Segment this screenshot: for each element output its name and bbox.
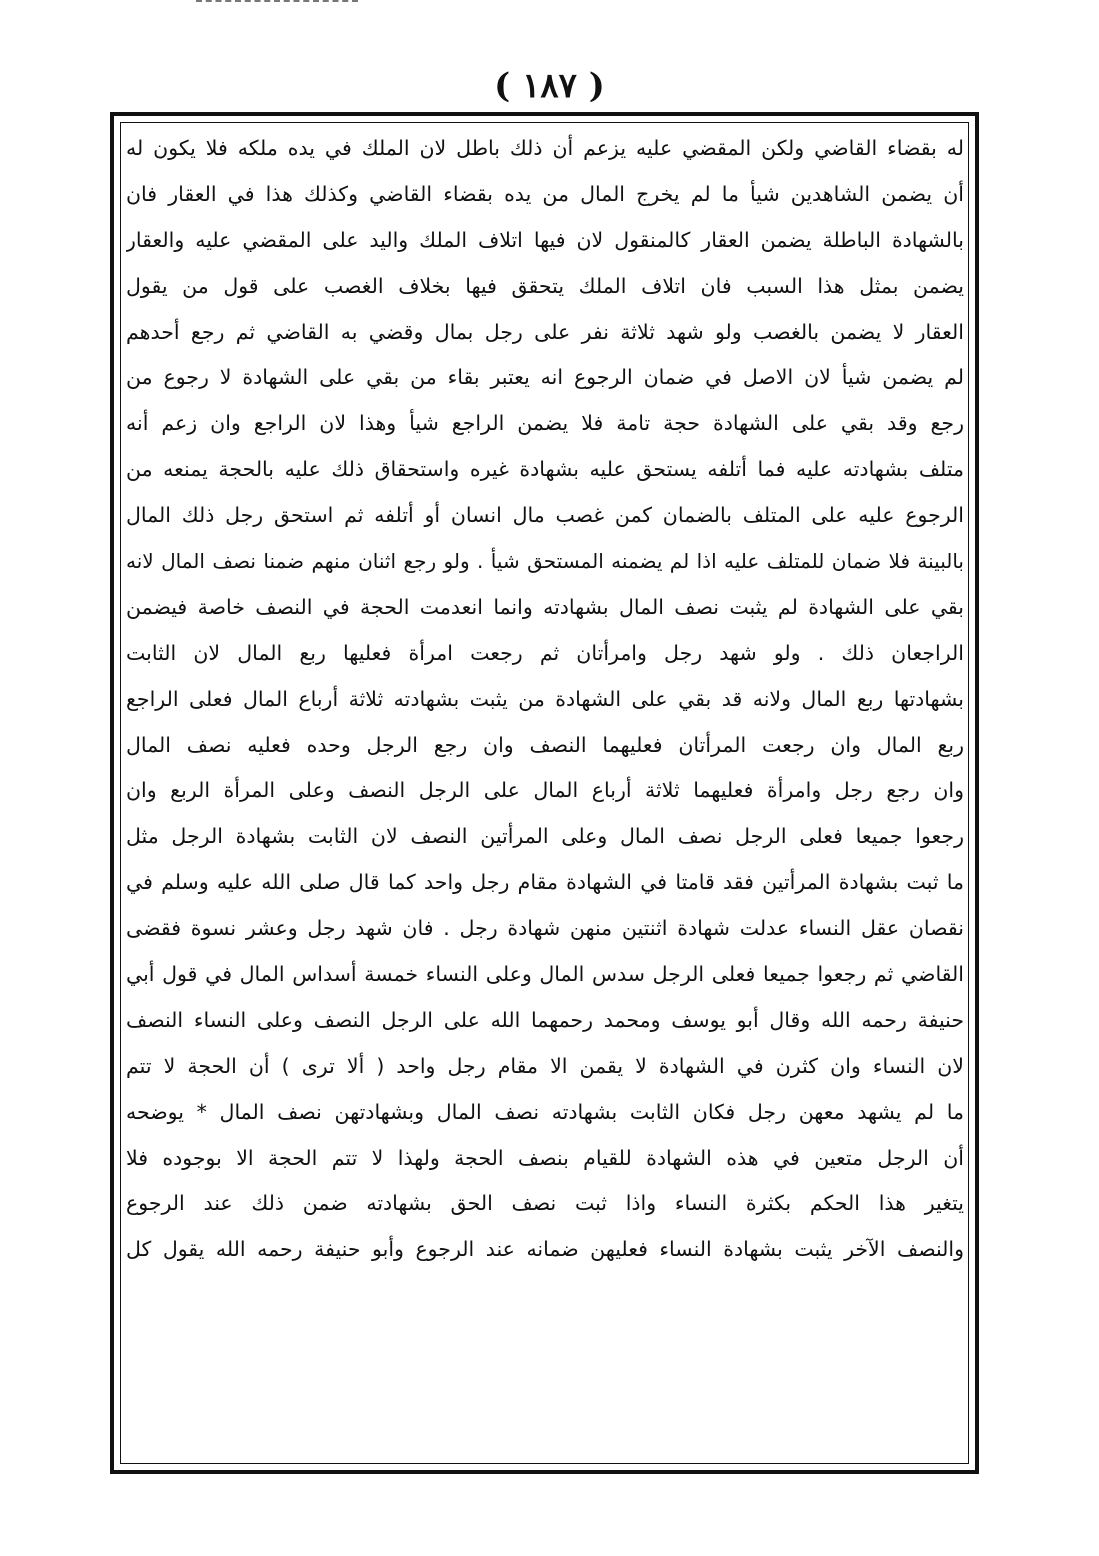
text-line: رجع وقد بقي على الشهادة حجة تامة فلا يضمن الراجع شيأ وهذا لان الراجع وان زعم أنه	[126, 411, 964, 436]
text-line: بالشهادة الباطلة يضمن العقار كالمنقول لان فيها اتلاف الملك واليد على المقضي عليه والعقار	[126, 227, 964, 252]
text-line: وان رجع رجل وامرأة فعليهما ثلاثة أرباع المال على الرجل النصف وعلى المرأة الربع وان	[126, 778, 964, 803]
text-line: الرجوع عليه على المتلف بالضمان كمن غصب مال انسان أو أتلفه ثم استحق رجل ذلك المال	[126, 503, 964, 528]
text-line: يتغير هذا الحكم بكثرة النساء واذا ثبت نصف الحق بشهادته ضمن ذلك عند الرجوع	[126, 1191, 964, 1216]
text-line: بالبينة فلا ضمان للمتلف عليه اذا لم يضمنه المستحق شيأ . ولو رجع اثنان منهم ضمنا نصف المال لانه	[126, 549, 964, 574]
text-line: الراجعان ذلك . ولو شهد رجل وامرأتان ثم رجعت امرأة فعليها ربع المال لان الثابت	[126, 640, 964, 665]
text-line: بشهادتها ربع المال ولانه قد بقي على الشهادة من يثبت بشهادته ثلاثة أرباع المال فعلى الراجع	[126, 686, 964, 711]
text-line: ربع المال وان رجعت المرأتان فعليهما النصف وان رجع الرجل وحده فعليه نصف المال	[126, 732, 964, 757]
text-line: متلف بشهادته عليه فما أتلفه يستحق عليه بشهادة غيره واستحقاق ذلك عليه بالحجة يمنعه من	[126, 457, 964, 482]
text-line: ما لم يشهد معهن رجل فكان الثابت بشهادته نصف المال وبشهادتهن نصف المال * يوضحه	[126, 1099, 964, 1124]
text-line: أن يضمن الشاهدين شيأ ما لم يخرج المال من يده بقضاء القاضي وكذلك هذا في العقار فان	[126, 181, 964, 206]
text-line: لان النساء وان كثرن في الشهادة لا يقمن الا مقام رجل واحد ( ألا ترى ) أن الحجة لا تتم	[126, 1053, 964, 1078]
text-line: والنصف الآخر يثبت بشهادة النساء فعليهن ضمانه عند الرجوع وأبو حنيفة رحمه الله يقول كل	[126, 1237, 964, 1262]
text-line: له بقضاء القاضي ولكن المقضي عليه يزعم أن ذلك باطل لان الملك في يده ملكه فلا يكون له	[126, 136, 964, 160]
text-line: لم يضمن شيأ لان الاصل في ضمان الرجوع انه يعتبر بقاء من بقي على الشهادة لا رجوع من	[126, 365, 964, 390]
text-line: ما ثبت بشهادة المرأتين فقد قامتا في الشهادة مقام رجل واحد كما قال صلى الله عليه وسلم في	[126, 870, 964, 895]
text-line: بقي على الشهادة لم يثبت نصف المال بشهادته وانما انعدمت الحجة في النصف خاصة فيضمن	[126, 594, 964, 619]
text-body	[126, 126, 964, 1466]
text-line: أن الرجل متعين في هذه الشهادة للقيام بنصف الحجة ولهذا لا تتم الحجة الا بوجوده فلا	[126, 1145, 964, 1170]
text-line: رجعوا جميعا فعلى الرجل نصف المال وعلى المرأتين النصف لان الثابت بشهادة الرجل مثل	[126, 824, 964, 849]
page-number: ( ١٨٧ )	[494, 66, 605, 106]
text-line: يضمن بمثل هذا السبب فان اتلاف الملك يتحقق فيها بخلاف الغصب على قول من يقول	[126, 273, 964, 298]
top-decorative-rule	[196, 0, 358, 2]
text-line: القاضي ثم رجعوا جميعا فعلى الرجل سدس المال وعلى النساء خمسة أسداس المال في قول أبي	[126, 962, 964, 987]
text-line: نقصان عقل النساء عدلت شهادة اثنتين منهن شهادة رجل . فان شهد رجل وعشر نسوة فقضى	[126, 916, 964, 941]
text-line: حنيفة رحمه الله وقال أبو يوسف ومحمد رحمهما الله على الرجل النصف وعلى النساء النصف	[126, 1007, 964, 1032]
text-line: العقار لا يضمن بالغصب ولو شهد ثلاثة نفر على رجل بمال وقضي به القاضي ثم رجع أحدهم	[126, 319, 964, 344]
